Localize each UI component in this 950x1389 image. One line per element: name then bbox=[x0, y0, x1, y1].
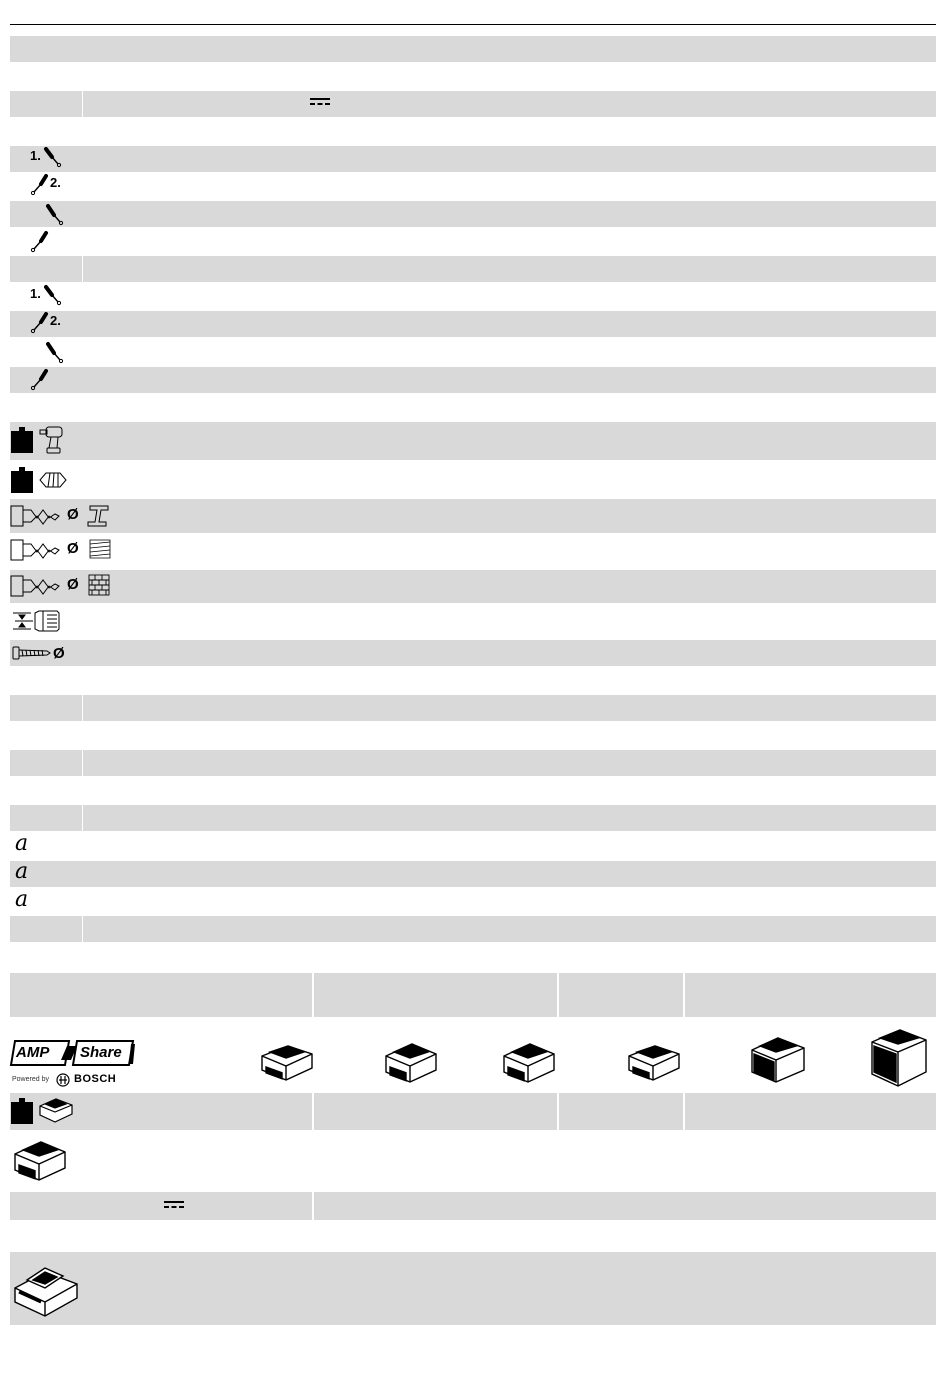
spec-row-voltage bbox=[10, 91, 936, 117]
bosch-text: BOSCH bbox=[74, 1073, 117, 1085]
spec-row-screw bbox=[10, 640, 936, 666]
screwdriver-icon bbox=[30, 231, 48, 253]
screwdriver-icon bbox=[30, 312, 48, 334]
diameter-symbol: Ø bbox=[67, 506, 79, 523]
spec-row bbox=[10, 256, 936, 282]
charger-voltage-row bbox=[10, 1192, 936, 1220]
battery-pack-icon bbox=[11, 1136, 69, 1182]
battery-weight-row bbox=[10, 1093, 936, 1130]
drill-bit-icon bbox=[11, 538, 61, 562]
step-number: 1. bbox=[30, 148, 41, 163]
weight-icon bbox=[11, 427, 33, 453]
spec-row bbox=[10, 695, 936, 721]
chuck-clamping-range-icon bbox=[13, 609, 61, 633]
screwdriver-icon bbox=[30, 369, 48, 391]
spec-row bbox=[10, 916, 936, 942]
chuck-icon bbox=[38, 469, 68, 491]
spec-row bbox=[10, 36, 936, 62]
steel-beam-icon bbox=[88, 504, 110, 528]
battery-pack-icon bbox=[868, 1024, 930, 1088]
powered-by-text: Powered by bbox=[12, 1076, 49, 1083]
screwdriver-icon bbox=[46, 204, 64, 226]
masonry-wall-icon bbox=[88, 574, 110, 596]
dc-voltage-icon bbox=[310, 97, 330, 107]
diameter-symbol: Ø bbox=[53, 645, 65, 662]
step-number: 2. bbox=[50, 313, 61, 328]
bosch-logo-icon bbox=[56, 1073, 70, 1087]
diameter-symbol: Ø bbox=[67, 576, 79, 593]
drill-bit-icon bbox=[11, 574, 61, 598]
spec-row-vibration bbox=[10, 861, 936, 887]
weight-icon bbox=[11, 467, 33, 493]
spec-row bbox=[10, 750, 936, 776]
spec-row bbox=[10, 367, 936, 393]
drill-bit-icon bbox=[11, 504, 61, 528]
battery-pack-icon bbox=[500, 1038, 558, 1084]
battery-pack-icon bbox=[258, 1040, 316, 1082]
acceleration-a-icon: a bbox=[15, 887, 29, 912]
battery-pack-icon bbox=[38, 1096, 74, 1124]
dc-voltage-icon bbox=[164, 1200, 184, 1210]
weight-icon bbox=[11, 1098, 33, 1124]
wood-icon bbox=[88, 538, 112, 560]
diameter-symbol: Ø bbox=[67, 540, 79, 557]
acceleration-a-icon: a bbox=[15, 859, 29, 884]
screwdriver-icon bbox=[46, 342, 64, 364]
spec-row bbox=[10, 201, 936, 227]
spec-row bbox=[10, 146, 936, 172]
acceleration-a-icon: a bbox=[15, 831, 29, 856]
screw-diameter-icon bbox=[13, 645, 51, 661]
spec-row-drill-steel bbox=[10, 499, 936, 533]
screwdriver-icon bbox=[44, 285, 62, 305]
battery-pack-icon bbox=[625, 1040, 683, 1082]
spec-row-drill-masonry bbox=[10, 570, 936, 603]
screwdriver-icon bbox=[44, 147, 62, 167]
spec-row bbox=[10, 311, 936, 337]
amp-share-right-text: Share bbox=[80, 1044, 122, 1061]
step-number: 2. bbox=[50, 175, 61, 190]
spec-row bbox=[10, 805, 936, 831]
spec-row-weight bbox=[10, 422, 936, 460]
battery-pack-icon bbox=[382, 1038, 440, 1084]
top-rule bbox=[10, 24, 936, 25]
drill-tool-icon bbox=[38, 424, 66, 454]
battery-pack-icon bbox=[748, 1032, 808, 1084]
amp-share-left-text: AMP bbox=[16, 1044, 50, 1061]
screwdriver-icon bbox=[30, 174, 48, 196]
amp-share-bar bbox=[129, 1044, 135, 1064]
charger-icon bbox=[11, 1258, 81, 1320]
step-number: 1. bbox=[30, 286, 41, 301]
battery-table-header bbox=[10, 973, 936, 1017]
charger-row bbox=[10, 1252, 936, 1325]
